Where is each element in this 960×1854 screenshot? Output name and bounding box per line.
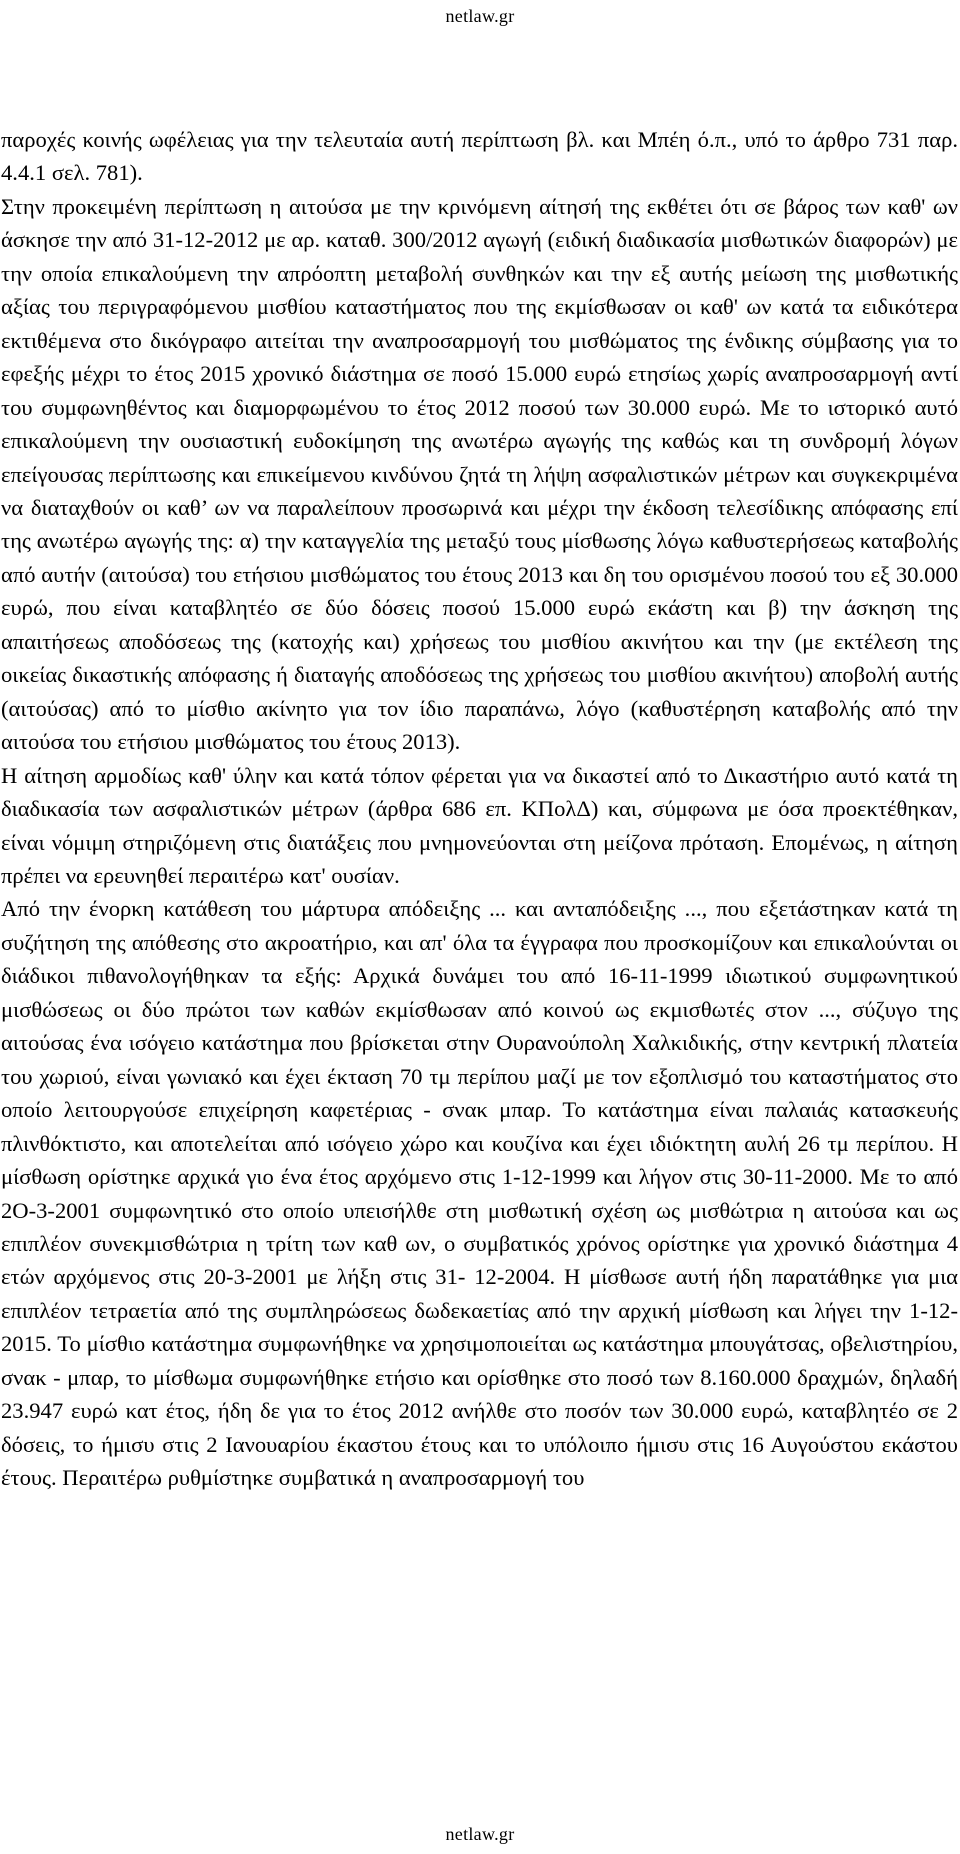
page-footer-site: netlaw.gr — [445, 1824, 515, 1844]
paragraph: Στην προκειμένη περίπτωση η αιτούσα με την κρινόμενη αίτησή της εκθέτει ότι σε βάρος των καθ' ων άσκησε την από 31-12-2012 με αρ. καταθ. 300/2012 αγωγή (ειδική διαδικασία μισθωτικών διαφορών) με την οποία επικαλούμενη την απρόοπτη μεταβολή συνθηκών και την εξ αυτής μείωση της μισθωτικής αξίας του περιγραφόμενου μισθίου καταστήματος που της εκμίσθωσαν οι καθ' ων κατά τα ειδικότερα εκτιθέμενα στο δικόγραφο αιτείται την αναπροσαρμογή του μισθώματος της ένδικης σύμβασης για το εφεξής μέχρι το έτος 2015 χρονικό διάστημα σε ποσό 15.000 ευρώ ετησίως χωρίς αναπροσαρμογή αντί του συμφωνηθέντος και διαμορφωμένου το έτος 2012 ποσού των 30.000 ευρώ. Με το ιστορικό αυτό επικαλούμενη την ουσιαστική ευδοκίμηση της ανωτέρω αγωγής της καθώς και τη συνδρομή λόγων επείγουσας περίπτωσης και επικείμενου κινδύνου ζητά τη λήψη ασφαλιστικών μέτρων και συγκεκριμένα να διαταχθούν οι καθ’ ων να παραλείπουν προσωρινά και μέχρι την έκδοση τελεσίδικης απόφασης επί της ανωτέρω αγωγής της: α) την καταγγελία της μεταξύ τους μίσθωσης λόγω καθυστερήσεως καταβολής από αυτήν (αιτούσα) του ετήσιου μισθώματος του έτους 2013 και δη του ορισμένου ποσού του εξ 30.000 ευρώ, που είναι καταβλητέο σε δύο δόσεις ποσού 15.000 ευρώ εκάστη και β) την άσκηση της απαιτήσεως αποδόσεως της (κατοχής και) χρήσεως του μισθίου ακινήτου και την (με εκτέλεση της οικείας δικαστικής απόφασης ή διαταγής αποδόσεως της χρήσεως του μισθίου ακινήτου) αποβολή αυτής (αιτούσας) από το μίσθιο ακίνητο για τον ίδιο παραπάνω, λόγο (καθυστέρηση καταβολής από την αιτούσα του ετήσιου μισθώματος του έτους 2013). — [1, 193, 958, 755]
page-header-site: netlaw.gr — [445, 6, 515, 26]
paragraph: Η αίτηση αρμοδίως καθ' ύλην και κατά τόπον φέρεται για να δικαστεί από το Δικαστήριο αυτό κατά τη διαδικασία των ασφαλιστικών μέτρων (άρθρα 686 επ. ΚΠολΔ) και, σύμφωνα με όσα προεκτέθηκαν, είναι νόμιμη στηριζόμενη στις διατάξεις που μνημονεύονται στη μείζονα πρόταση. Επομένως, η αίτηση πρέπει να ερευνηθεί περαιτέρω κατ' ουσίαν. — [1, 762, 958, 888]
document-body — [1, 123, 958, 1495]
paragraph: Από την ένορκη κατάθεση του μάρτυρα απόδειξης ... και ανταπόδειξης ..., που εξετάστηκαν κατά τη συζήτηση της απόθεσης στο ακροατήριο, και απ' όλα τα έγγραφα που προσκομίζουν και επικαλούνται οι διάδικοι πιθανολογήθηκαν τα εξής: Αρχικά δυνάμει του από 16-11-1999 ιδιωτικού συμφωνητικού μισθώσεως οι δύο πρώτοι των καθών εκμίσθωσαν από κοινού ως εκμισθωτές στον ..., σύζυγο της αιτούσας ένα ισόγειο κατάστημα που βρίσκεται στην Ουρανούπολη Χαλκιδικής, στην κεντρική πλατεία του χωριού, είναι γωνιακό και έχει έκταση 70 τμ περίπου μαζί με τον εξοπλισμό του καταστήματος στο οποίο λειτουργούσε επιχείρηση καφετέριας - σνακ μπαρ. Το κατάστημα είναι παλαιάς κατασκευής πλινθόκτιστο, και αποτελείται από ισόγειο χώρο και κουζίνα και έχει ιδιόκτητη αυλή 26 τμ περίπου. Η μίσθωση ορίστηκε αρχικά γιο ένα έτος αρχόμενο στις 1-12-1999 και λήγον στις 30-11-2000. Με το από 2Ο-3-2001 συμφωνητικό στο οποίο υπεισήλθε στη μισθωτική σχέση ως μισθώτρια η αιτούσα και ως επιπλέον συνεκμισθώτρια η τρίτη των καθ ων, ο συμβατικός χρόνος ορίστηκε για χρονικό διάστημα 4 ετών αρχόμενος στις 20-3-2001 με λήξη στις 31- 12-2004. Η μίσθωσε αυτή ήδη παρατάθηκε για μια επιπλέον τετραετία από της συμπληρώσεως δωδεκαετίας από την αρχική μίσθωση και λήγει την 1-12-2015. Το μίσθιο κατάστημα συμφωνήθηκε να χρησιμοποιείται ως κατάστημα μπουγάτσας, οβελιστηρίου, σνακ - μπαρ, το μίσθωμα συμφωνήθηκε ετήσιο και ορίσθηκε στο ποσό των 8.160.000 δραχμών, δηλαδή 23.947 ευρώ κατ έτος, ήδη δε για το έτος 2012 ανήλθε στο ποσόν των 30.000 ευρώ, καταβλητέο σε 2 δόσεις, το ήμισυ στις 2 Ιανουαρίου έκαστου έτους και το υπόλοιπο ήμισυ στις 16 Αυγούστου εκάστου έτους. Περαιτέρω ρυθμίστηκε συμβατικά η αναπροσαρμογή του — [1, 896, 958, 1491]
paragraph: παροχές κοινής ωφέλειας για την τελευταία αυτή περίπτωση βλ. και Μπέη ό.π., υπό το άρθρο 731 παρ. 4.4.1 σελ. 781). — [1, 127, 958, 186]
